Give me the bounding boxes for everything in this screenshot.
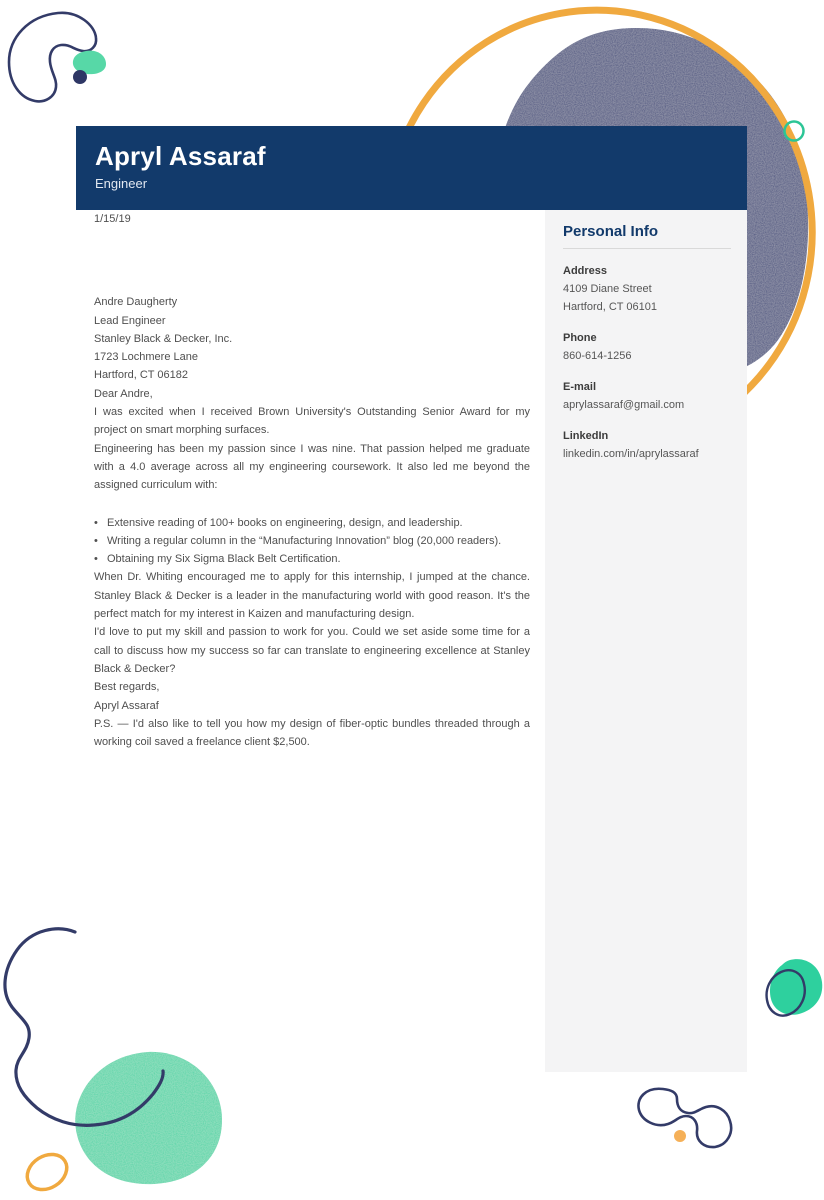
bullet-icon [94, 550, 107, 568]
list-item [94, 550, 530, 568]
decoration-top-left [9, 13, 106, 102]
list-item [94, 532, 530, 550]
teal-blob-corner [770, 959, 822, 1015]
candidate-name: Apryl Assaraf [95, 141, 266, 171]
yellow-ring-small [21, 1147, 74, 1196]
phone-value: 860-614-1256 [563, 350, 632, 362]
paragraph: I'd love to put my skill and passion to work for you. Could we set aside some time for a call to discuss how my success so far can translate to engineering excellence at Stanley Black & Decker? [94, 626, 530, 675]
achievement-list [94, 514, 530, 569]
postscript: P.S. — I'd also like to tell you how my design of fiber-optic bundles threaded through a working coil saved a freelance client $2,500. [94, 717, 530, 749]
sidebar-item-address [563, 262, 731, 316]
closing: Best regards, [94, 681, 160, 694]
sidebar-item-email [563, 378, 731, 414]
address-line: Hartford, CT 06101 [563, 301, 657, 313]
email-label: E-mail [563, 381, 597, 393]
personal-info-sidebar [545, 210, 747, 1072]
bullet-text: Obtaining my Six Sigma Black Belt Certification. [107, 553, 341, 566]
letter-date: 1/15/19 [94, 213, 131, 225]
email-value: aprylassaraf@gmail.com [563, 399, 685, 411]
recipient-city: Hartford, CT 06182 [94, 369, 188, 382]
bullet-icon [94, 514, 107, 532]
candidate-job-title: Engineer [95, 176, 148, 191]
letter-body [94, 210, 530, 751]
recipient-name: Andre Daugherty [94, 296, 178, 309]
recipient-company: Stanley Black & Decker, Inc. [94, 332, 233, 345]
bullet-text: Extensive reading of 100+ books on engineering, design, and leadership. [107, 516, 463, 529]
sidebar-item-linkedin [563, 427, 731, 463]
orange-dot [674, 1130, 686, 1142]
salutation: Dear Andre, [94, 387, 153, 400]
address-label: Address [563, 265, 608, 277]
navy-dot [73, 70, 87, 84]
phone-label: Phone [563, 332, 597, 344]
sidebar-heading: Personal Info [563, 223, 731, 249]
linkedin-label: LinkedIn [563, 430, 609, 442]
recipient-address-block [94, 293, 530, 384]
teal-circle-large [75, 1052, 222, 1184]
list-item [94, 514, 530, 532]
linkedin-value: linkedin.com/in/aprylassaraf [563, 448, 699, 460]
signature-name: Apryl Assaraf [94, 699, 159, 712]
paragraph: Engineering has been my passion since I was nine. That passion helped me graduate with a 4.0 average across all my engineering coursework. It also led me beyond the assigned curriculum with: [94, 442, 530, 492]
letter-header [76, 126, 747, 210]
sidebar-item-phone [563, 329, 731, 365]
paragraph: When Dr. Whiting encouraged me to apply for this internship, I jumped at the chance. Stanley Black & Decker is a leader in the manufacturing world with good reason. It's the perfect match for my interest in Kaizen and manufacturing design. [94, 571, 530, 621]
paragraph: I was excited when I received Brown University's Outstanding Senior Award for my project on smart morphing surfaces. [94, 406, 530, 437]
address-line: 4109 Diane Street [563, 283, 652, 295]
bullet-text: Writing a regular column in the “Manufacturing Innovation” blog (20,000 readers). [107, 534, 502, 547]
decoration-bottom-left [5, 929, 222, 1197]
recipient-title: Lead Engineer [94, 314, 166, 327]
bullet-icon [94, 532, 107, 550]
recipient-street: 1723 Lochmere Lane [94, 351, 198, 364]
